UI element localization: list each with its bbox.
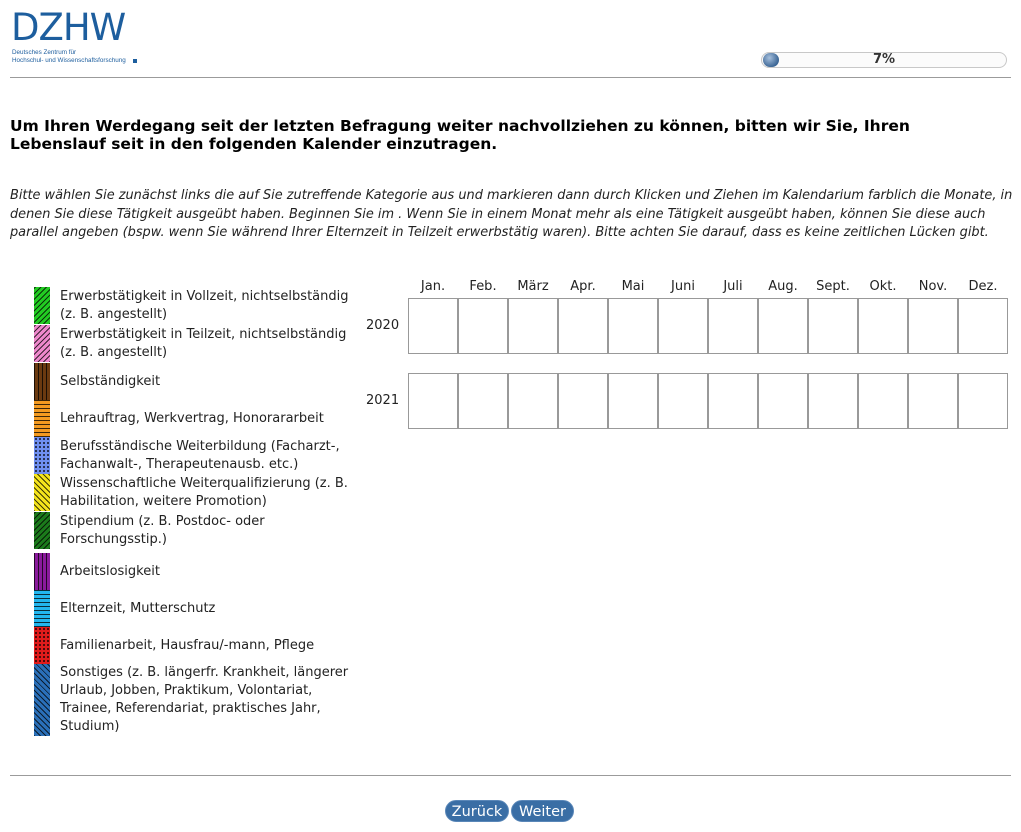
calendar-cell[interactable] <box>658 373 708 429</box>
question-text: Um Ihren Werdegang seit der letzten Befragung weiter nachvollziehen zu können, bitten wir Sie, Ihren Lebenslauf seit in den folgenden Kalender einzutragen. <box>10 117 910 153</box>
year-label: 2021 <box>366 393 400 408</box>
month-label: Jan. <box>420 279 446 294</box>
month-label: Apr. <box>570 279 596 294</box>
calendar-cell[interactable] <box>408 298 458 354</box>
month-label: Okt. <box>869 279 897 294</box>
legend-swatch[interactable] <box>34 627 50 664</box>
legend-swatch[interactable] <box>34 400 50 437</box>
calendar-cell[interactable] <box>508 373 558 429</box>
month-label: Mai <box>621 279 645 294</box>
legend-label[interactable]: Erwerbstätigkeit in Vollzeit, nichtselbständig (z. B. angestellt) <box>60 288 349 322</box>
calendar-cell[interactable] <box>708 298 758 354</box>
legend-swatch[interactable] <box>34 512 50 549</box>
calendar-cell[interactable] <box>458 298 508 354</box>
calendar-cell[interactable] <box>608 373 658 429</box>
legend-swatch[interactable] <box>34 474 50 511</box>
calendar-cell[interactable] <box>508 298 558 354</box>
calendar-cell[interactable] <box>958 298 1008 354</box>
logo-mark: DZHW <box>11 8 126 49</box>
legend-swatch[interactable] <box>34 664 50 736</box>
month-label: März <box>517 279 549 294</box>
legend-label[interactable]: Familienarbeit, Hausfrau/-mann, Pflege <box>60 637 315 653</box>
calendar-cell[interactable] <box>458 373 508 429</box>
legend-label[interactable]: Erwerbstätigkeit in Teilzeit, nichtselbständig (z. B. angestellt) <box>60 326 347 360</box>
month-label: Sept. <box>816 279 850 294</box>
calendar-cell[interactable] <box>608 298 658 354</box>
legend-swatch[interactable] <box>34 590 50 627</box>
dzhw-logo <box>11 8 143 68</box>
next-button[interactable]: Weiter <box>511 800 574 822</box>
footer-divider <box>10 775 1011 776</box>
legend-label[interactable]: Selbständigkeit <box>60 373 161 389</box>
legend-label[interactable]: Wissenschaftliche Weiterqualifizierung (z. B. Habilitation, weitere Promotion) <box>60 475 348 509</box>
progress-label: 7% <box>872 52 896 67</box>
legend-swatch[interactable] <box>34 363 50 400</box>
header-divider <box>10 77 1011 78</box>
calendar-cell[interactable] <box>658 298 708 354</box>
legend-swatch[interactable] <box>34 325 50 362</box>
calendar-cell[interactable] <box>758 298 808 354</box>
calendar-cell[interactable] <box>908 373 958 429</box>
month-label: Nov. <box>918 279 948 294</box>
calendar-cell[interactable] <box>708 373 758 429</box>
progress-bar <box>761 52 1007 68</box>
legend-label[interactable]: Arbeitslosigkeit <box>60 563 160 579</box>
month-label: Juli <box>723 279 743 294</box>
month-label: Juni <box>671 279 695 294</box>
legend-label[interactable]: Elternzeit, Mutterschutz <box>60 600 216 616</box>
legend-swatch[interactable] <box>34 287 50 324</box>
legend-label[interactable]: Stipendium (z. B. Postdoc- oder Forschungsstip.) <box>60 513 265 547</box>
calendar-cell[interactable] <box>558 298 608 354</box>
calendar-cell[interactable] <box>958 373 1008 429</box>
legend-label[interactable]: Lehrauftrag, Werkvertrag, Honorararbeit <box>60 410 324 426</box>
calendar-cell[interactable] <box>558 373 608 429</box>
calendar-cell[interactable] <box>408 373 458 429</box>
legend-swatch[interactable] <box>34 553 50 590</box>
legend-label[interactable]: Sonstiges (z. B. längerfr. Krankheit, längerer Urlaub, Jobben, Praktikum, Volontariat, Trainee, Referendariat, praktisches Jahr, Studium) <box>60 665 349 734</box>
month-label: Dez. <box>968 279 998 294</box>
legend-label[interactable]: Berufsständische Weiterbildung (Facharzt-, Fachanwalt-, Therapeutenausb. etc.) <box>60 438 340 472</box>
back-button[interactable]: Zurück <box>445 800 509 822</box>
logo-line-1: Deutsches Zentrum für <box>12 49 77 56</box>
month-label: Feb. <box>469 279 497 294</box>
month-label: Aug. <box>768 279 798 294</box>
legend-swatch[interactable] <box>34 437 50 474</box>
instruction-text: Bitte wählen Sie zunächst links die auf Sie zutreffende Kategorie aus und markieren dann durch Klicken und Ziehen im Kalendarium farblich die Monate, in denen Sie diese Tätigkeit ausgeübt haben. Beginnen Sie im . Wenn Sie in einem Monat mehr als eine Tätigkeit ausgeübt haben, können Sie diese auch parallel angeben (bspw. wenn Sie während Ihrer Elternzeit in Teilzeit erwerbstätig waren). Bitte achten Sie darauf, dass es keine zeitlichen Lücken gibt. <box>10 188 1013 240</box>
calendar-cell[interactable] <box>858 298 908 354</box>
calendar-cell[interactable] <box>858 373 908 429</box>
calendar-cell[interactable] <box>808 298 858 354</box>
logo-line-2: Hochschul- und Wissenschaftsforschung <box>12 57 126 64</box>
year-label: 2020 <box>366 318 400 333</box>
calendar-cell[interactable] <box>758 373 808 429</box>
calendar-cell[interactable] <box>808 373 858 429</box>
calendar-cell[interactable] <box>908 298 958 354</box>
